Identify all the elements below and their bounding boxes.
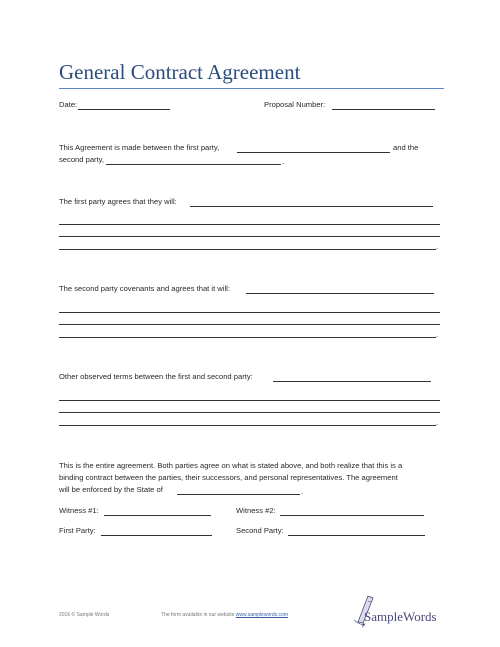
second-party-terms-line-1[interactable] [59,312,440,313]
terms-period: . [436,242,439,251]
second-party-terms-line-0[interactable] [246,293,434,294]
first-party-signature-line[interactable] [101,535,212,536]
first-party-name-line[interactable] [237,152,390,153]
second-party-signature-label: Second Party: [236,526,284,535]
document-title: General Contract Agreement [59,60,301,84]
other-terms-line-1[interactable] [59,400,440,401]
terms-period: . [436,330,439,339]
witness-1-label: Witness #1: [59,506,99,515]
proposal-number-field-line[interactable] [332,109,435,110]
first-party-terms-line-3[interactable] [59,249,436,250]
sentence-period: . [301,487,304,496]
second-party-name-line[interactable] [106,164,281,165]
other-terms-label: Other observed terms between the first and second party: [59,372,253,381]
second-party-signature-line[interactable] [288,535,425,536]
first-party-terms-line-1[interactable] [59,224,440,225]
terms-period: . [436,418,439,427]
witness-1-signature-line[interactable] [104,515,211,516]
witness-2-label: Witness #2: [236,506,276,515]
other-terms-line-0[interactable] [273,381,431,382]
title-underline [59,88,444,89]
date-field-line[interactable] [78,109,170,110]
closing-text-line-1: This is the entire agreement. Both parties agree on what is stated above, and both realize that this is a [59,461,403,470]
witness-2-signature-line[interactable] [280,515,424,516]
second-party-terms-line-2[interactable] [59,324,440,325]
second-party-terms-line-3[interactable] [59,337,436,338]
first-party-terms-line-0[interactable] [190,206,433,207]
state-name-line[interactable] [177,494,300,495]
footer-note [161,612,288,618]
agreement-and-the-text: and the [393,143,419,152]
date-label: Date: [59,100,78,109]
first-party-signature-label: First Party: [59,526,96,535]
second-party-terms-label: The second party covenants and agrees that it will: [59,284,230,293]
first-party-terms-line-2[interactable] [59,236,440,237]
footer-copyright: 2016 © Sample Words [59,612,110,618]
footer-website-link[interactable]: www.samplewords.com [235,612,289,618]
closing-text-line-3: will be enforced by the State of [59,485,163,494]
agreement-intro-text: This Agreement is made between the first party, [59,143,220,152]
samplewords-logo: SampleWords [364,609,437,624]
agreement-second-party-text: second party, [59,155,105,164]
proposal-number-label: Proposal Number: [264,100,326,109]
first-party-terms-label: The first party agrees that they will: [59,197,177,206]
closing-text-line-2: binding contract between the parties, their successors, and personal representatives. The agreement [59,473,398,482]
footer-note-text: The form available in our website [161,612,235,618]
sentence-period: . [282,157,285,166]
other-terms-line-2[interactable] [59,412,440,413]
other-terms-line-3[interactable] [59,425,436,426]
